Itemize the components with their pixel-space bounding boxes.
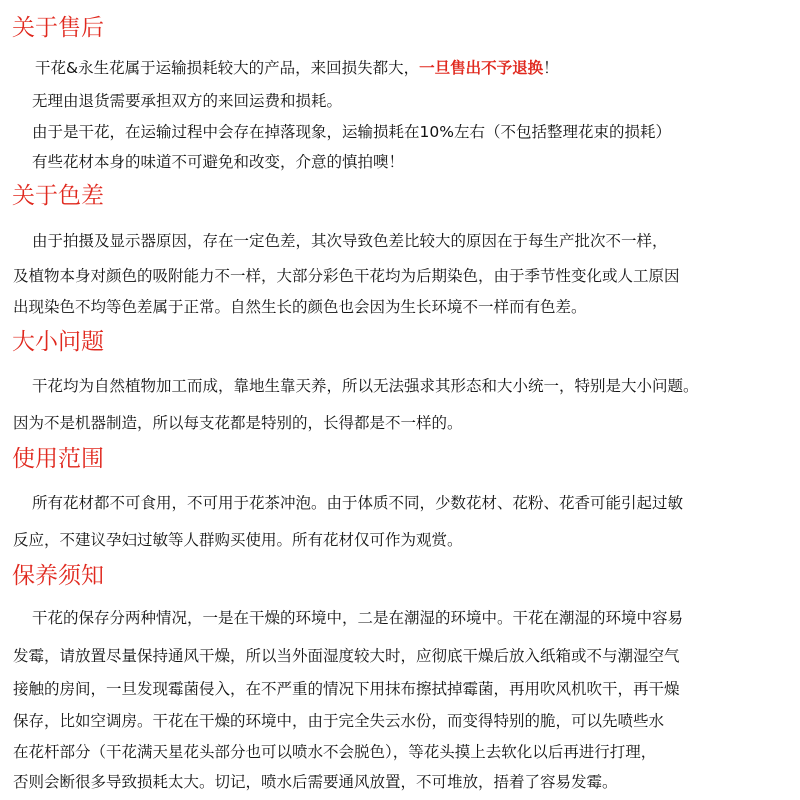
paragraph-line: 保存，比如空调房。干花在干燥的环境中，由于完全失云水份，而变得特别的脆，可以先喷些水 — [13, 712, 665, 730]
no-return-notice: 一旦售出不予退换 — [419, 59, 544, 77]
paragraph-line: 否则会断很多导致损耗太大。切记，喷水后需要通风放置，不可堆放，捂着了容易发霉。 — [13, 773, 618, 791]
section-title-usage: 使用范围 — [12, 446, 104, 472]
paragraph-line: 由于拍摄及显示器原因，存在一定色差，其次导致色差比较大的原因在于每生产批次不一样， — [32, 232, 668, 250]
paragraph-line: 所有花材都不可食用，不可用于花茶冲泡。由于体质不同，少数花材、花粉、花香可能引起过敏 — [32, 494, 684, 512]
section-title-color-difference: 关于色差 — [12, 183, 104, 209]
paragraph-line: 干花的保存分两种情况，一是在干燥的环境中，二是在潮湿的环境中。干花在潮湿的环境中容易 — [32, 609, 684, 627]
paragraph-line: 出现染色不均等色差属于正常。自然生长的颜色也会因为生长环境不一样而有色差。 — [13, 298, 587, 316]
paragraph-line: 在花杆部分（干花满天星花头部分也可以喷水不会脱色），等花头摸上去软化以后再进行打理， — [13, 743, 657, 761]
paragraph-line: 由于是干花，在运输过程中会存在掉落现象，运输损耗在10%左右（不包括整理花束的损耗） — [32, 123, 671, 141]
section-title-care: 保养须知 — [12, 563, 104, 589]
paragraph-line — [35, 57, 559, 79]
paragraph-line: 及植物本身对颜色的吸附能力不一样，大部分彩色干花均为后期染色，由于季节性变化或人工原因 — [13, 267, 680, 285]
line-text: ！ — [543, 59, 559, 77]
paragraph-line: 无理由退货需要承担双方的来回运费和损耗。 — [32, 92, 343, 110]
section-title-after-sales: 关于售后 — [12, 15, 104, 41]
line-text: 干花&永生花属于运输损耗较大的产品，来回损失都大， — [35, 59, 420, 77]
paragraph-line: 因为不是机器制造，所以每支花都是特别的，长得都是不一样的。 — [13, 414, 463, 432]
section-title-size: 大小问题 — [12, 329, 104, 355]
paragraph-line: 接触的房间，一旦发现霉菌侵入，在不严重的情况下用抹布擦拭掉霉菌，再用吹风机吹干，再干燥 — [13, 680, 680, 698]
paragraph-line: 发霉，请放置尽量保持通风干燥，所以当外面湿度较大时，应彻底干燥后放入纸箱或不与潮湿空气 — [13, 647, 680, 665]
paragraph-line: 反应，不建议孕妇过敏等人群购买使用。所有花材仅可作为观赏。 — [13, 531, 463, 549]
paragraph-line: 有些花材本身的味道不可避免和改变，介意的慎拍噢！ — [32, 153, 405, 171]
paragraph-line: 干花均为自然植物加工而成，靠地生靠天养，所以无法强求其形态和大小统一，特别是大小问题。 — [32, 377, 699, 395]
